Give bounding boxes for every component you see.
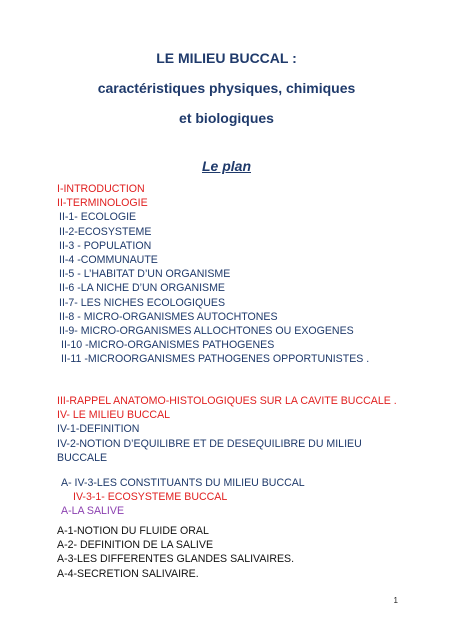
outline-item: A-3-LES DIFFERENTES GLANDES SALIVAIRES. [57, 553, 295, 566]
page-number: 1 [393, 596, 398, 605]
outline-item: II-8 - MICRO-ORGANISMES AUTOCHTONES [59, 310, 278, 323]
title-line-1: LE MILIEU BUCCAL : [156, 50, 297, 66]
outline-item: II-7- LES NICHES ECOLOGIQUES [59, 296, 226, 309]
outline-item: II-3 - POPULATION [59, 239, 152, 252]
outline-item: II-6 -LA NICHE D’UN ORGANISME [59, 282, 225, 295]
outline-item: II-2-ECOSYSTEME [59, 225, 152, 238]
plan-heading: Le plan [201, 158, 251, 174]
outline-item: A-2- DEFINITION DE LA SALIVE [57, 539, 214, 552]
outline-item: IV-3-1- ECOSYSTEME BUCCAL [73, 491, 228, 504]
outline-item: A-1-NOTION DU FLUIDE ORAL [57, 525, 209, 537]
document-title [0, 48, 453, 128]
outline-item: II-4 -COMMUNAUTE [59, 254, 158, 267]
outline-item: II-5 - L’HABITAT D’UN ORGANISME [59, 268, 231, 281]
outline-item: IV- LE MILIEU BUCCAL [57, 409, 171, 422]
outline-item: III-RAPPEL ANATOMO-HISTOLOGIQUES SUR LA CAVITE BUCCALE . [57, 395, 397, 407]
outline-item: IV-2-NOTION D’EQUILIBRE ET DE DESEQUILIBRE DU MILIEU [57, 437, 362, 450]
outline-item: BUCCALE [57, 451, 108, 464]
outline-item: II-11 -MICROORGANISMES PATHOGENES OPPORTUNISTES . [61, 353, 370, 366]
outline-section-milieu-buccal [57, 394, 397, 465]
outline-item: IV-1-DEFINITION [57, 423, 140, 436]
outline-item: II-10 -MICRO-ORGANISMES PATHOGENES [61, 339, 275, 352]
outline-item: A-4-SECRETION SALIVAIRE. [57, 567, 199, 580]
outline-item: II-9- MICRO-ORGANISMES ALLOCHTONES OU EXOGENES [59, 325, 354, 338]
outline-item: A-LA SALIVE [61, 505, 125, 518]
title-line-3: et biologiques [179, 110, 274, 126]
outline-section-salive [57, 524, 294, 581]
outline-section-terminology [57, 182, 369, 367]
outline-section-constituants [57, 476, 305, 519]
outline-item: II-TERMINOLOGIE [57, 197, 148, 210]
outline-item: A- IV-3-LES CONSTITUANTS DU MILIEU BUCCAL [61, 477, 305, 489]
outline-item: II-1- ECOLOGIE [59, 211, 137, 224]
title-line-2: caractéristiques physiques, chimiques [97, 80, 356, 96]
outline-item: I-INTRODUCTION [57, 183, 145, 195]
